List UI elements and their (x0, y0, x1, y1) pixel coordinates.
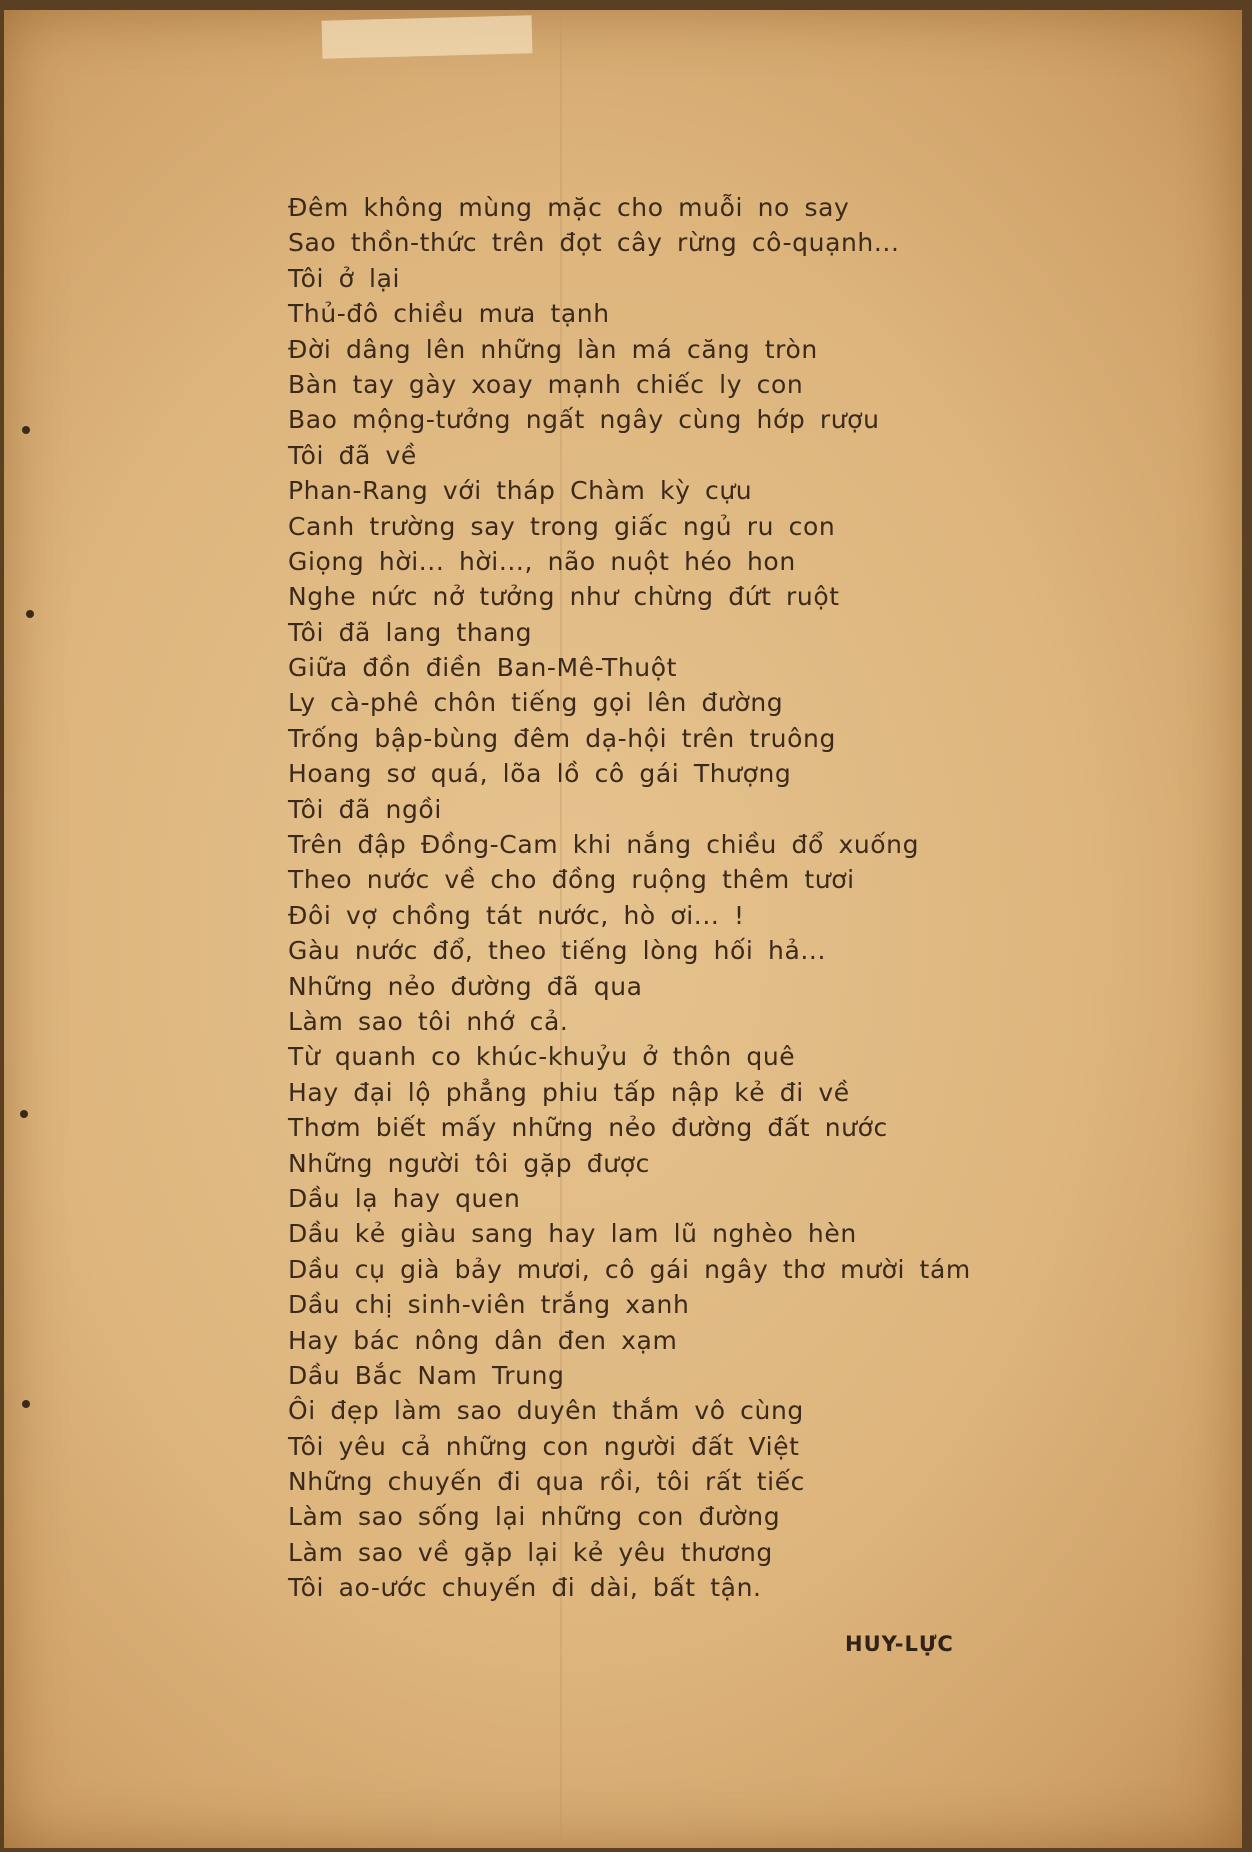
poem-line: Đôi vợ chồng tát nước, hò ơi... ! (288, 900, 745, 930)
poem-body (288, 190, 1148, 1606)
poem-line: Những chuyến đi qua rồi, tôi rất tiếc (288, 1467, 806, 1497)
poem-line: Tôi yêu cả những con người đất Việt (288, 1431, 800, 1461)
poem-line: Giọng hời... hời..., não nuột héo hon (288, 546, 796, 576)
poem-line: Hay đại lộ phẳng phiu tấp nập kẻ đi về (288, 1077, 850, 1107)
poem-line: Sao thồn-thức trên đọt cây rừng cô-quạnh... (288, 228, 900, 258)
poem-line: Ly cà-phê chôn tiếng gọi lên đường (288, 688, 784, 718)
paper-stain (322, 15, 533, 58)
poem-line: Làm sao tôi nhớ cả. (288, 1006, 569, 1036)
binding-hole-mark (22, 426, 30, 434)
poem-line: Canh trường say trong giấc ngủ ru con (288, 511, 836, 541)
poem-line: Hoang sơ quá, lõa lồ cô gái Thượng (288, 759, 792, 789)
poem-line: Theo nước về cho đồng ruộng thêm tươi (288, 865, 855, 895)
poem-line: Bàn tay gày xoay mạnh chiếc ly con (288, 369, 804, 399)
poem-line: Trên đập Đồng-Cam khi nắng chiều đổ xuống (288, 830, 920, 860)
poem-line: Ôi đẹp làm sao duyên thắm vô cùng (288, 1396, 804, 1426)
poem-line: Dầu chị sinh-viên trắng xanh (288, 1290, 690, 1320)
poem-line: Nghe nức nở tưởng như chừng đứt ruột (288, 582, 840, 612)
binding-hole-mark (26, 610, 34, 618)
poem-line: Hay bác nông dân đen xạm (288, 1325, 678, 1355)
poem-line: Dầu Bắc Nam Trung (288, 1360, 565, 1390)
poem-line: Làm sao về gặp lại kẻ yêu thương (288, 1537, 773, 1567)
poem-line: Làm sao sống lại những con đường (288, 1502, 781, 1532)
poem-line: Dầu cụ già bảy mươi, cô gái ngây thơ mười tám (288, 1254, 971, 1284)
poem-line: Tôi đã lang thang (288, 617, 533, 647)
poem-line: Giữa đồn điền Ban-Mê-Thuột (288, 653, 678, 683)
poem-line: Gàu nước đổ, theo tiếng lòng hối hả... (288, 936, 827, 966)
poem-line: Tôi đã về (288, 440, 417, 470)
binding-hole-mark (20, 1110, 28, 1118)
poem-line: Tôi ở lại (288, 263, 401, 293)
paper-page (4, 10, 1242, 1848)
poem-line: Tôi ao-ước chuyến đi dài, bất tận. (288, 1573, 762, 1603)
poem-line: Những người tôi gặp được (288, 1148, 650, 1178)
poem-line: Trống bập-bùng đêm dạ-hội trên truông (288, 723, 836, 753)
poem-line: Từ quanh co khúc-khuỷu ở thôn quê (288, 1042, 796, 1072)
poem-line: Tôi đã ngồi (288, 794, 442, 824)
poem-line: Phan-Rang với tháp Chàm kỳ cựu (288, 476, 753, 506)
poem-line: Đời dâng lên những làn má căng tròn (288, 334, 818, 364)
poem-line: Những nẻo đường đã qua (288, 971, 643, 1001)
poem-line: Bao mộng-tưởng ngất ngây cùng hớp rượu (288, 405, 880, 435)
author-signature: HUY-LỰC (845, 1632, 954, 1656)
binding-hole-mark (22, 1400, 30, 1408)
poem-line: Thủ-đô chiều mưa tạnh (288, 299, 610, 329)
poem-line: Đêm không mùng mặc cho muỗi no say (288, 193, 850, 222)
poem-line: Dầu lạ hay quen (288, 1183, 521, 1213)
poem-line: Dầu kẻ giàu sang hay lam lũ nghèo hèn (288, 1219, 857, 1249)
poem-line: Thơm biết mấy những nẻo đường đất nước (288, 1113, 888, 1143)
